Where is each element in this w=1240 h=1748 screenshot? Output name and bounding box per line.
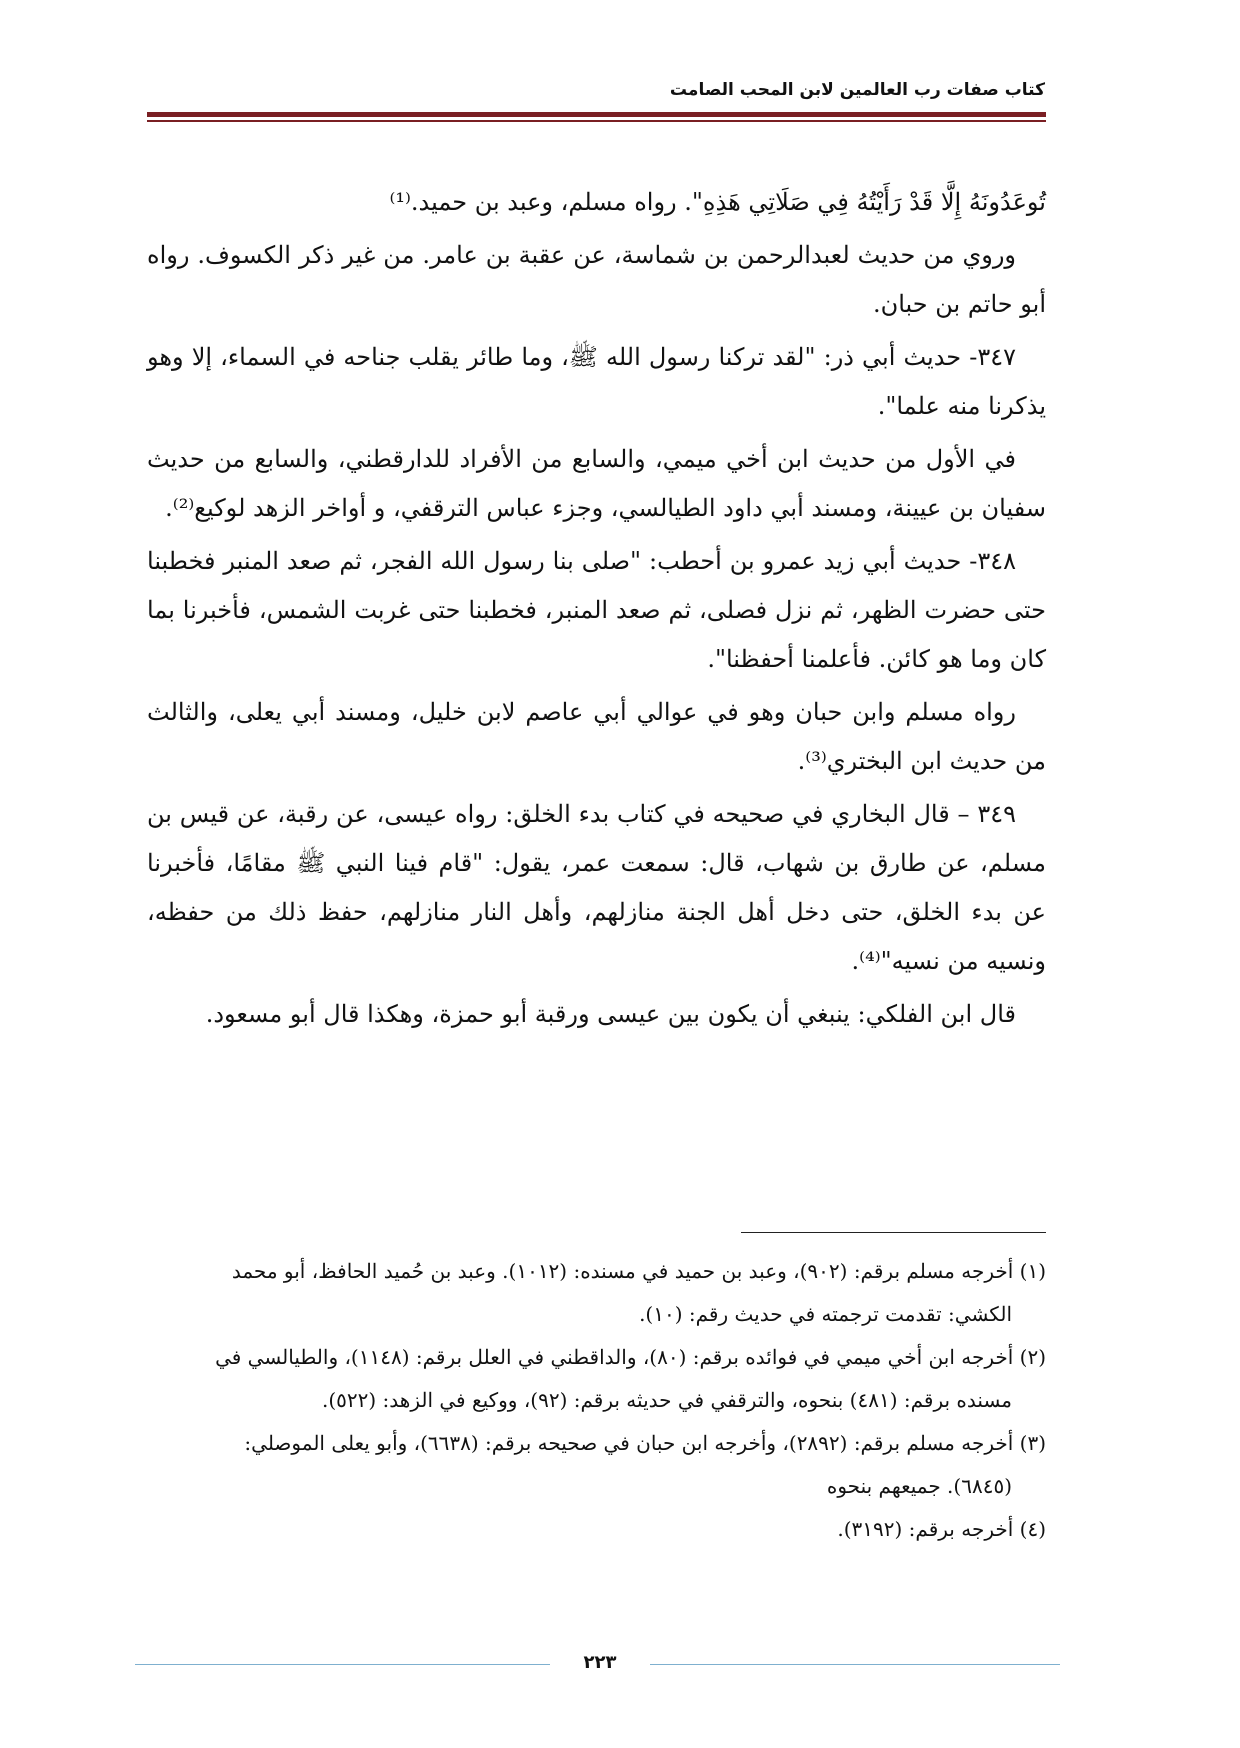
paragraph-6: رواه مسلم وابن حبان وهو في عوالي أبي عاصم لابن خليل، ومسند أبي يعلى، والثالث من حديث ابن البختري⁽³⁾. [147,698,1046,775]
footnote-1: (١) أخرجه مسلم برقم: (٩٠٢)، وعبد بن حميد في مسنده: (١٠١٢). وعبد بن حُميد الحافظ، أبو محمد [231,1259,1046,1283]
paragraph-1: تُوعَدُونَهُ إِلَّا قَدْ رَأَيْتُهُ فِي صَلَاتِي هَذِهِ". رواه مسلم، وعبد بن حميد.⁽¹⁾ [389,188,1046,216]
footnote-1-continuation: الكشي: تقدمت ترجمته في حديث رقم: (١٠). [639,1302,1012,1326]
footer-rule-left [135,1664,550,1665]
footnote-4: (٤) أخرجه برقم: (٣١٩٢). [837,1517,1046,1541]
footnote-2: (٢) أخرجه ابن أخي ميمي في فوائده برقم: (٨٠)، والداقطني في العلل برقم: (١١٤٨)، والطيالسي في [215,1345,1046,1369]
footnote-3: (٣) أخرجه مسلم برقم: (٢٨٩٢)، وأخرجه ابن حبان في صحيحه برقم: (٦٦٣٨)، وأبو يعلى الموصلي: [244,1431,1046,1455]
main-text [147,178,1046,1043]
paragraph-2: وروي من حديث لعبدالرحمن بن شماسة، عن عقبة بن عامر. من غير ذكر الكسوف. رواه أبو حاتم بن حبان. [147,241,1046,318]
footnotes [147,1250,1046,1551]
footnote-3-continuation: (٦٨٤٥). جميعهم بنحوه [826,1474,1012,1498]
header-rule-thin [147,120,1046,122]
paragraph-hadith-349: ٣٤٩ – قال البخاري في صحيحه في كتاب بدء الخلق: رواه عيسى، عن رقبة، عن قيس بن مسلم، عن طارق بن شهاب، قال: سمعت عمر، يقول: "قام فينا النبي ﷺ مقامًا، فأخبرنا عن بدء الخلق، حتى دخل أهل الجنة منازلهم، وأهل النار منازلهم، حفظ ذلك من حفظه، ونسيه من نسيه"⁽⁴⁾. [147,800,1046,975]
paragraph-4: في الأول من حديث ابن أخي ميمي، والسابع من الأفراد للدارقطني، والسابع من حديث سفيان بن عيينة، ومسند أبي داود الطيالسي، وجزء عباس الترقفي، و أواخر الزهد لوكيع⁽²⁾. [147,445,1046,522]
paragraph-hadith-348: ٣٤٨- حديث أبي زيد عمرو بن أحطب: "صلى بنا رسول الله الفجر، ثم صعد المنبر فخطبنا حتى حضرت الظهر، ثم نزل فصلى، ثم صعد المنبر، فخطبنا حتى غربت الشمس، فأخبرنا بما كان وما هو كائن. فأعلمنا أحفظنا". [147,547,1046,673]
page-number: ٢٢٣ [583,1652,617,1673]
paragraph-hadith-347: ٣٤٧- حديث أبي ذر: "لقد تركنا رسول الله ﷺ، وما طائر يقلب جناحه في السماء، إلا وهو يذكرنا منه علما". [147,343,1046,420]
footer-rule-right [650,1664,1060,1665]
running-header-title: كتاب صفات رب العالمين لابن المحب الصامت [669,80,1045,100]
header-rule-thick [147,112,1046,117]
paragraph-8: قال ابن الفلكي: ينبغي أن يكون بين عيسى ورقبة أبو حمزة، وهكذا قال أبو مسعود. [205,1000,1016,1028]
footnote-2-continuation: مسنده برقم: (٤٨١) بنحوه، والترقفي في حديثه برقم: (٩٢)، ووكيع في الزهد: (٥٢٢). [321,1388,1012,1412]
footnote-separator [741,1232,1046,1233]
